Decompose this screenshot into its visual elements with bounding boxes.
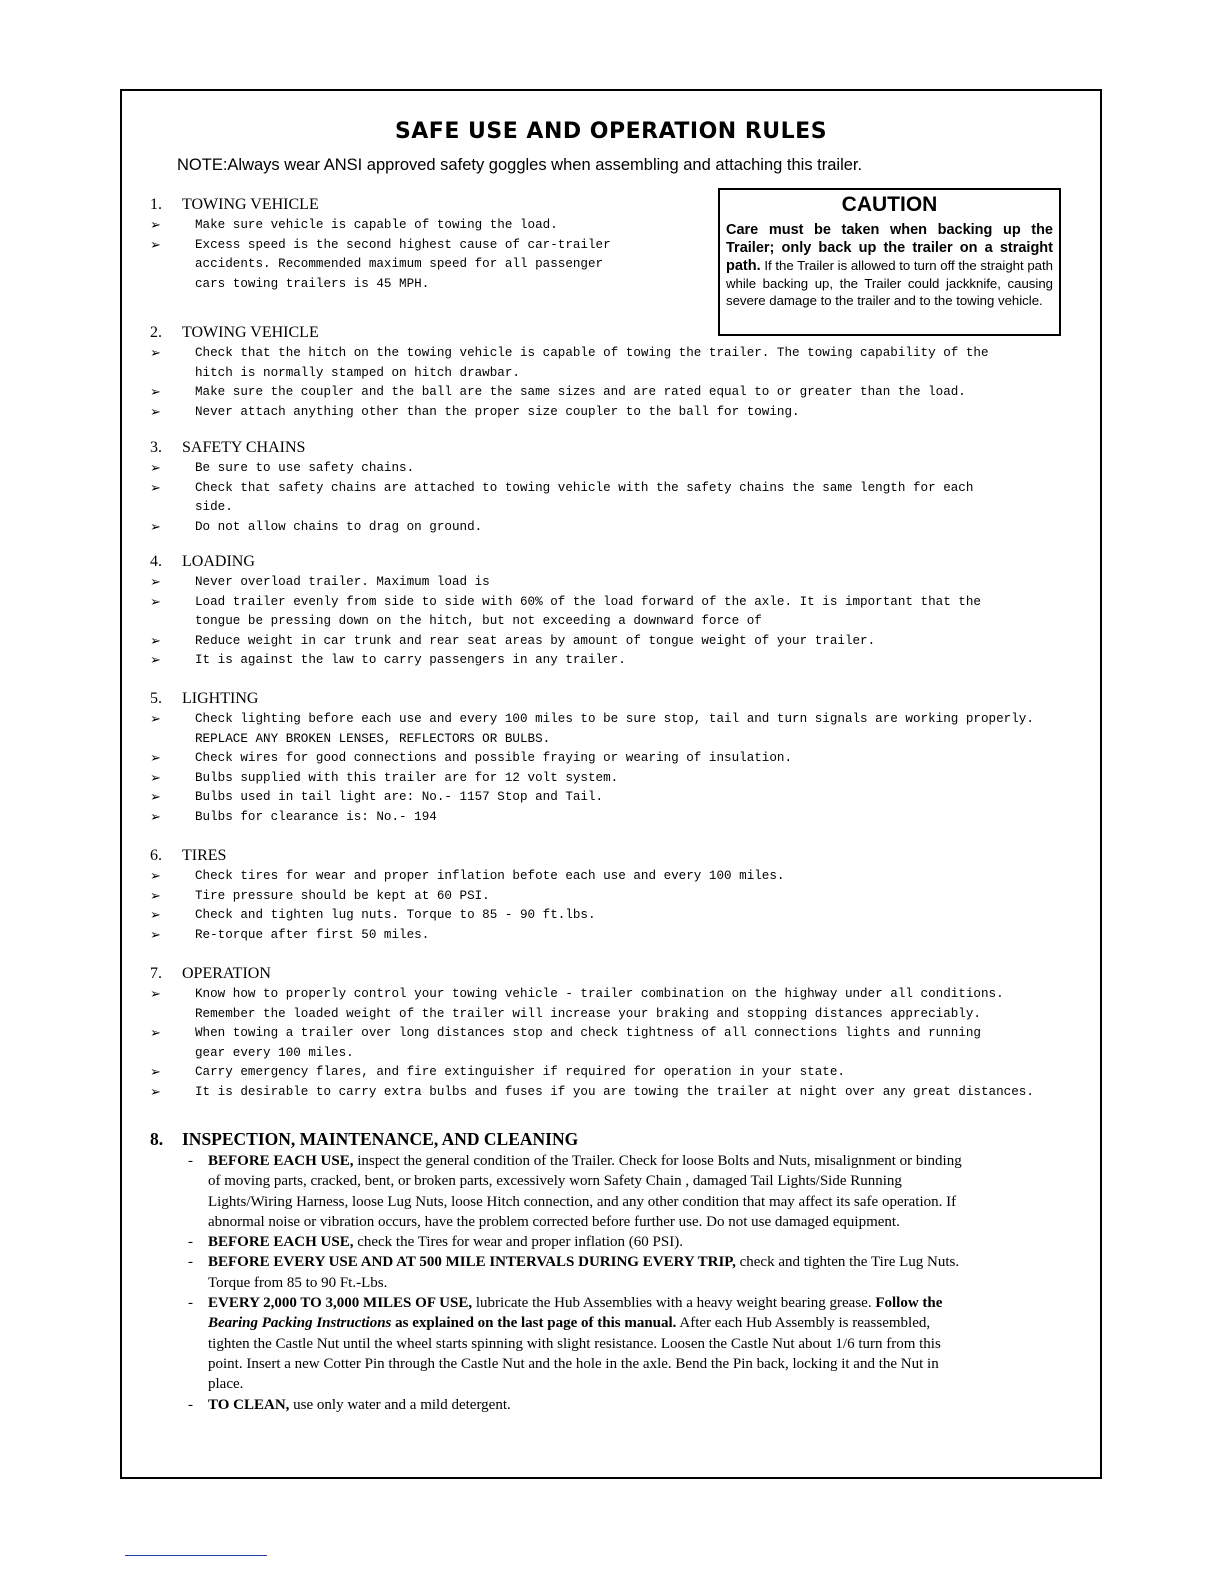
section-heading	[150, 322, 1100, 344]
bullet-item	[150, 867, 1100, 887]
page-title: SAFE USE AND OPERATION RULES	[394, 119, 828, 144]
bullet-line: Know how to properly control your towing vehicle - trailer combination on the highway under all conditions.	[195, 987, 1004, 1001]
item-lead: TO CLEAN,	[208, 1396, 290, 1413]
bullet-line: tongue be pressing down on the hitch, but not exceeding a downward force of	[195, 614, 762, 628]
section-number: 8.	[150, 1129, 164, 1149]
bullet-line: side.	[195, 500, 233, 514]
section-4	[150, 551, 1100, 671]
bullet-item	[150, 1083, 1100, 1103]
bullet-line: Bulbs supplied with this trailer are for 12 volt system.	[195, 770, 619, 785]
arrow-bullet-icon: ➢	[150, 712, 161, 727]
bullet-item	[150, 769, 1100, 789]
bullet-item	[150, 788, 1100, 808]
section-number: 2.	[150, 324, 162, 341]
bullet-line: Excess speed is the second highest cause of car-trailer	[195, 237, 611, 252]
section-title: INSPECTION, MAINTENANCE, AND CLEANING	[182, 1129, 579, 1149]
bullet-item	[150, 632, 1100, 652]
arrow-bullet-icon: ➢	[150, 653, 161, 668]
bullet-item	[150, 985, 1100, 1024]
arrow-bullet-icon: ➢	[150, 908, 161, 923]
bullet-item	[150, 926, 1100, 946]
arrow-bullet-icon: ➢	[150, 809, 161, 825]
item-lead: BEFORE EVERY USE AND AT 500 MILE INTERVALS DURING EVERY TRIP,	[208, 1254, 736, 1271]
section-number: 5.	[150, 690, 162, 707]
arrow-bullet-icon: ➢	[150, 1026, 161, 1041]
section-title: SAFETY CHAINS	[182, 439, 306, 456]
bullet-item	[150, 651, 1100, 671]
section-title: TOWING VEHICLE	[182, 196, 319, 213]
bullet-line: Check that the hitch on the towing vehicle is capable of towing the trailer. The towing capability of the	[195, 346, 989, 360]
dash-bullet-icon: -	[188, 1153, 193, 1169]
bullet-item	[150, 383, 1100, 403]
bullet-line: Check tires for wear and proper inflation befote each use and every 100 miles.	[195, 869, 785, 883]
bullet-line: Make sure the coupler and the ball are the same sizes and are rated equal to or greater than the load.	[195, 385, 966, 399]
section-7	[150, 963, 1100, 1102]
item-text: check the Tires for wear and proper inflation (60 PSI).	[353, 1234, 683, 1251]
section-heading	[150, 551, 1100, 573]
safety-note: NOTE:Always wear ANSI approved safety goggles when assembling and attaching this trailer.	[177, 156, 863, 174]
bullet-item	[150, 1063, 1100, 1083]
arrow-bullet-icon: ➢	[150, 575, 161, 590]
section-heading	[150, 688, 1100, 710]
bullet-line: Never overload trailer. Maximum load is	[195, 575, 490, 589]
section-number: 4.	[150, 553, 162, 570]
arrow-bullet-icon: ➢	[150, 519, 161, 535]
item-lead: EVERY 2,000 TO 3,000 MILES OF USE,	[208, 1295, 473, 1312]
section-heading	[150, 845, 1100, 867]
section-number: 7.	[150, 965, 162, 982]
bullet-item	[150, 518, 1100, 538]
section-2	[150, 322, 1100, 422]
bullet-line: Bulbs for clearance is: No.- 194	[195, 809, 437, 824]
bullet-item	[150, 710, 1100, 749]
item-text: use only water and a mild detergent.	[289, 1396, 511, 1413]
bullet-line: Tire pressure should be kept at 60 PSI.	[195, 888, 490, 903]
bullet-line: gear every 100 miles.	[195, 1045, 354, 1060]
bullet-item	[150, 887, 1100, 907]
inspection-item	[150, 1252, 968, 1293]
caution-plain-text: If the Trailer is allowed to turn off the straight path while backing up, the Trailer could jackknife, causing severe damage to the trailer and to the towing vehicle.	[726, 258, 1053, 308]
item-text: lubricate the Hub Assemblies with a heavy weight bearing grease.	[472, 1295, 876, 1312]
section-title: TIRES	[182, 847, 227, 864]
arrow-bullet-icon: ➢	[150, 1065, 161, 1080]
bullet-item	[150, 808, 1100, 828]
arrow-bullet-icon: ➢	[150, 218, 161, 233]
section-title: LIGHTING	[182, 690, 259, 707]
bullet-line: Check wires for good connections and possible fraying or wearing of insulation.	[195, 751, 793, 765]
item-text: inspect the general condition of the Trailer. Check for loose Bolts and Nuts, misalignment or binding of moving parts, cracked, bent, or broken parts, excessively worn Safety Chain , damaged Tail Lights/Side Running Lights/Wiring Harness, loose Lug Nuts, loose Hitch connection, and any other condition that may affect its safe operation. If abnormal noise or vibration occurs, have the problem corrected before further use. Do not use damaged equipment.	[208, 1153, 962, 1230]
bullet-line: It is desirable to carry extra bulbs and fuses if you are towing the trailer at night over any great distances.	[195, 1084, 1034, 1099]
bullet-line: Be sure to use safety chains.	[195, 461, 415, 475]
arrow-bullet-icon: ➢	[150, 869, 161, 884]
item-bold-text: Follow the	[875, 1295, 943, 1312]
bullet-line: Do not allow chains to drag on ground.	[195, 519, 483, 534]
bullet-item	[150, 344, 1100, 383]
arrow-bullet-icon: ➢	[150, 385, 161, 400]
bullet-line: Bulbs used in tail light are: No.- 1157 Stop and Tail.	[195, 790, 604, 804]
section-title: OPERATION	[182, 965, 271, 982]
section-title: LOADING	[182, 553, 255, 570]
bullet-item	[150, 749, 1100, 769]
inspection-item	[150, 1293, 968, 1394]
section-5	[150, 688, 1100, 827]
inspection-item	[150, 1395, 968, 1415]
arrow-bullet-icon: ➢	[150, 987, 161, 1002]
section-3	[150, 437, 1100, 537]
bullet-item	[150, 479, 1100, 518]
bullet-item	[150, 573, 1100, 593]
inspection-item	[150, 1232, 968, 1252]
bullet-line: Reduce weight in car trunk and rear seat areas by amount of tongue weight of your trailer.	[195, 633, 876, 648]
bullet-line: cars towing trailers is 45 MPH.	[195, 276, 430, 291]
arrow-bullet-icon: ➢	[150, 461, 161, 476]
arrow-bullet-icon: ➢	[150, 480, 161, 496]
section-heading	[150, 437, 1100, 459]
arrow-bullet-icon: ➢	[150, 237, 161, 253]
bullet-item	[150, 236, 1100, 295]
arrow-bullet-icon: ➢	[150, 404, 161, 420]
arrow-bullet-icon: ➢	[150, 770, 161, 786]
arrow-bullet-icon: ➢	[150, 633, 161, 649]
bullet-line: Remember the loaded weight of the trailer will increase your braking and stopping distances appreciably.	[195, 1006, 981, 1021]
section-heading	[150, 194, 1100, 216]
section-heading	[150, 1127, 1100, 1151]
bullet-line: Load trailer evenly from side to side with 60% of the load forward of the axle. It is important that the	[195, 594, 981, 609]
section-title: TOWING VEHICLE	[182, 324, 319, 341]
section-number: 6.	[150, 847, 162, 864]
item-text: After each Hub Assembly is reassembled, tighten the Castle Nut until the wheel starts spinning with slight resistance. Loosen the Castle Nut about 1/6 turn from this point. Insert a new Cotter Pin through the Castle Nut and the hole in the axle. Bend the Pin back, locking it and the Nut in place.	[208, 1315, 941, 1393]
inspection-items	[150, 1151, 1100, 1415]
bullet-line: Never attach anything other than the proper size coupler to the ball for towing.	[195, 404, 800, 419]
bullet-item	[150, 593, 1100, 632]
section-6	[150, 845, 1100, 945]
bullet-line: Check lighting before each use and every 100 miles to be sure stop, tail and turn signals are working properly.	[195, 712, 1034, 726]
bullet-line: hitch is normally stamped on hitch drawbar.	[195, 365, 520, 380]
item-text: check and tighten the Tire Lug Nuts. Torque from 85 to 90 Ft.-Lbs.	[208, 1254, 960, 1291]
dash-bullet-icon: -	[188, 1396, 193, 1413]
caution-title: CAUTION	[841, 193, 938, 216]
bullet-line: Re-torque after first 50 miles.	[195, 927, 430, 942]
arrow-bullet-icon: ➢	[150, 594, 161, 610]
section-number: 3.	[150, 439, 162, 456]
bullet-item	[150, 1024, 1100, 1063]
item-lead: BEFORE EACH USE,	[208, 1153, 354, 1169]
arrow-bullet-icon: ➢	[150, 927, 161, 943]
section-heading	[150, 963, 1100, 985]
section-number: 1.	[150, 196, 162, 213]
dash-bullet-icon: -	[188, 1234, 193, 1251]
arrow-bullet-icon: ➢	[150, 751, 161, 766]
arrow-bullet-icon: ➢	[150, 888, 161, 904]
bullet-line: REPLACE ANY BROKEN LENSES, REFLECTORS OR BULBS.	[195, 731, 551, 746]
bullet-item	[150, 216, 1100, 236]
bullet-line: Check and tighten lug nuts. Torque to 85 - 90 ft.lbs.	[195, 908, 596, 922]
bullet-line: It is against the law to carry passengers in any trailer.	[195, 653, 626, 667]
dash-bullet-icon: -	[188, 1295, 193, 1312]
caution-bold-text: Care must be taken when backing up the Trailer; only back up the trailer on a straight path.	[726, 222, 1053, 274]
bullet-line: accidents. Recommended maximum speed for all passenger	[195, 257, 604, 271]
document-frame	[120, 89, 1102, 1479]
section-inspection	[150, 1127, 1100, 1415]
section-1	[150, 194, 1100, 294]
inspection-item	[150, 1151, 968, 1232]
bullet-line: When towing a trailer over long distances stop and check tightness of all connections lights and running	[195, 1026, 981, 1040]
bullet-item	[150, 403, 1100, 423]
item-bold-text: as explained on the last page of this manual.	[391, 1315, 677, 1332]
bullet-item	[150, 906, 1100, 926]
arrow-bullet-icon: ➢	[150, 1084, 161, 1100]
item-bold-italic-text: Bearing Packing Instructions	[208, 1315, 392, 1332]
arrow-bullet-icon: ➢	[150, 790, 161, 805]
bullet-item	[150, 459, 1100, 479]
dash-bullet-icon: -	[188, 1254, 193, 1271]
bullet-line: Check that safety chains are attached to towing vehicle with the safety chains the same length for each	[195, 480, 974, 495]
item-lead: BEFORE EACH USE,	[208, 1234, 354, 1251]
arrow-bullet-icon: ➢	[150, 346, 161, 361]
bullet-line: Make sure vehicle is capable of towing the load.	[195, 218, 558, 232]
bullet-line: Carry emergency flares, and fire extinguisher if required for operation in your state.	[195, 1065, 845, 1079]
footer-link-underline	[125, 1555, 267, 1556]
